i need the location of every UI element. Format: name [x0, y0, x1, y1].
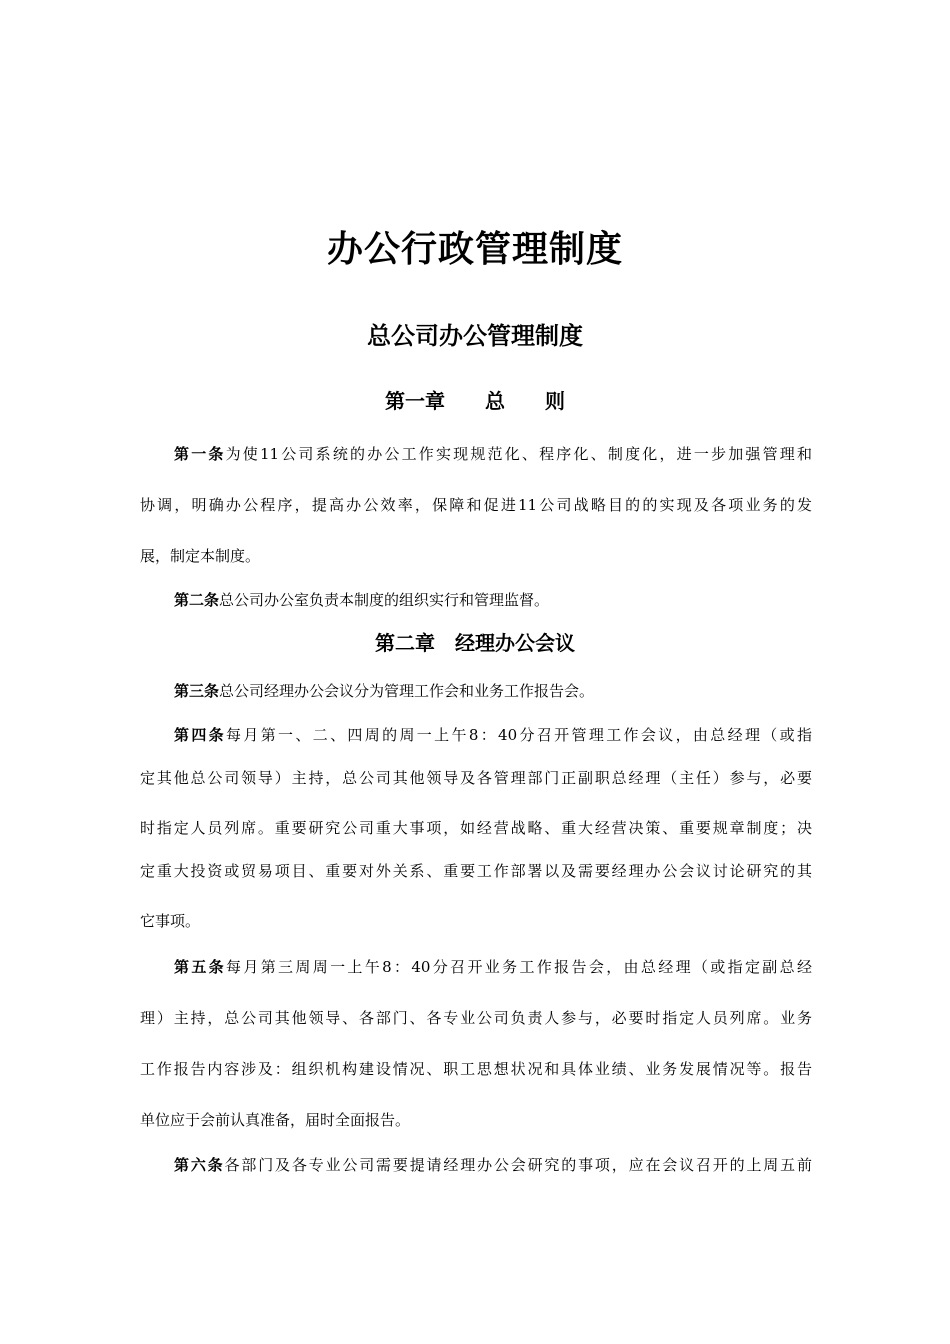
article-5-line-1: [174, 955, 812, 979]
document-title: 办公行政管理制度: [326, 228, 623, 270]
article-2-line-1: [174, 588, 812, 612]
chapter-name: 总 则: [485, 389, 565, 413]
article-4-line-1: [174, 723, 812, 747]
article-4-line-3: 时指定人员列席。重要研究公司重大事项，如经营战略、重大经营决策、重要规章制度；决: [140, 819, 812, 837]
article-5-line-4: 单位应于会前认真准备，届时全面报告。: [140, 1111, 411, 1129]
article-6-line-1: [174, 1153, 812, 1177]
article-label: 第四条: [174, 726, 227, 744]
article-label: 第三条: [174, 682, 220, 700]
article-text: 每月第三周周一上午8：40分召开业务工作报告会，由总经理（或指定副总经: [226, 958, 812, 976]
article-1-line-1: [174, 442, 812, 466]
article-4-line-4: 定重大投资或贸易项目、重要对外关系、重要工作部署以及需要经理办公会议讨论研究的其: [140, 862, 812, 880]
article-text: 每月第一、二、四周的周一上午8：40分召开管理工作会议，由总经理（或指: [226, 726, 812, 744]
chapter-heading-1: [0, 385, 950, 417]
document-subtitle: 总公司办公管理制度: [367, 321, 583, 350]
article-text: 总公司办公室负责本制度的组织实行和管理监督。: [219, 591, 550, 609]
article-5-line-3: 工作报告内容涉及：组织机构建设情况、职工思想状况和具体业绩、业务发展情况等。报告: [140, 1060, 812, 1078]
article-4-line-5: 它事项。: [140, 912, 201, 930]
article-text: 为使11公司系统的办公工作实现规范化、程序化、制度化，进一步加强管理和: [225, 445, 812, 463]
article-text: 各部门及各专业公司需要提请经理办公会研究的事项，应在会议召开的上周五前: [224, 1156, 812, 1174]
article-1-line-3: 展，制定本制度。: [140, 547, 261, 565]
chapter-heading-2: [0, 627, 950, 659]
article-label: 第五条: [174, 958, 227, 976]
article-1-line-2: 协调，明确办公程序，提高办公效率，保障和促进11公司战略目的的实现及各项业务的发: [140, 496, 812, 514]
chapter-label: 第二章: [375, 631, 435, 655]
chapter-label: 第一章: [385, 389, 445, 413]
article-5-line-2: 理）主持，总公司其他领导、各部门、各专业公司负责人参与，必要时指定人员列席。业务: [140, 1009, 812, 1027]
article-text: 总公司经理办公会议分为管理工作会和业务工作报告会。: [219, 682, 595, 700]
article-label: 第二条: [174, 591, 220, 609]
article-3-line-1: [174, 679, 812, 703]
chapter-name: 经理办公会议: [455, 631, 575, 655]
article-4-line-2: 定其他总公司领导）主持，总公司其他领导及各管理部门正副职总经理（主任）参与，必要: [140, 769, 812, 787]
article-label: 第一条: [174, 445, 226, 463]
article-label: 第六条: [174, 1156, 225, 1174]
